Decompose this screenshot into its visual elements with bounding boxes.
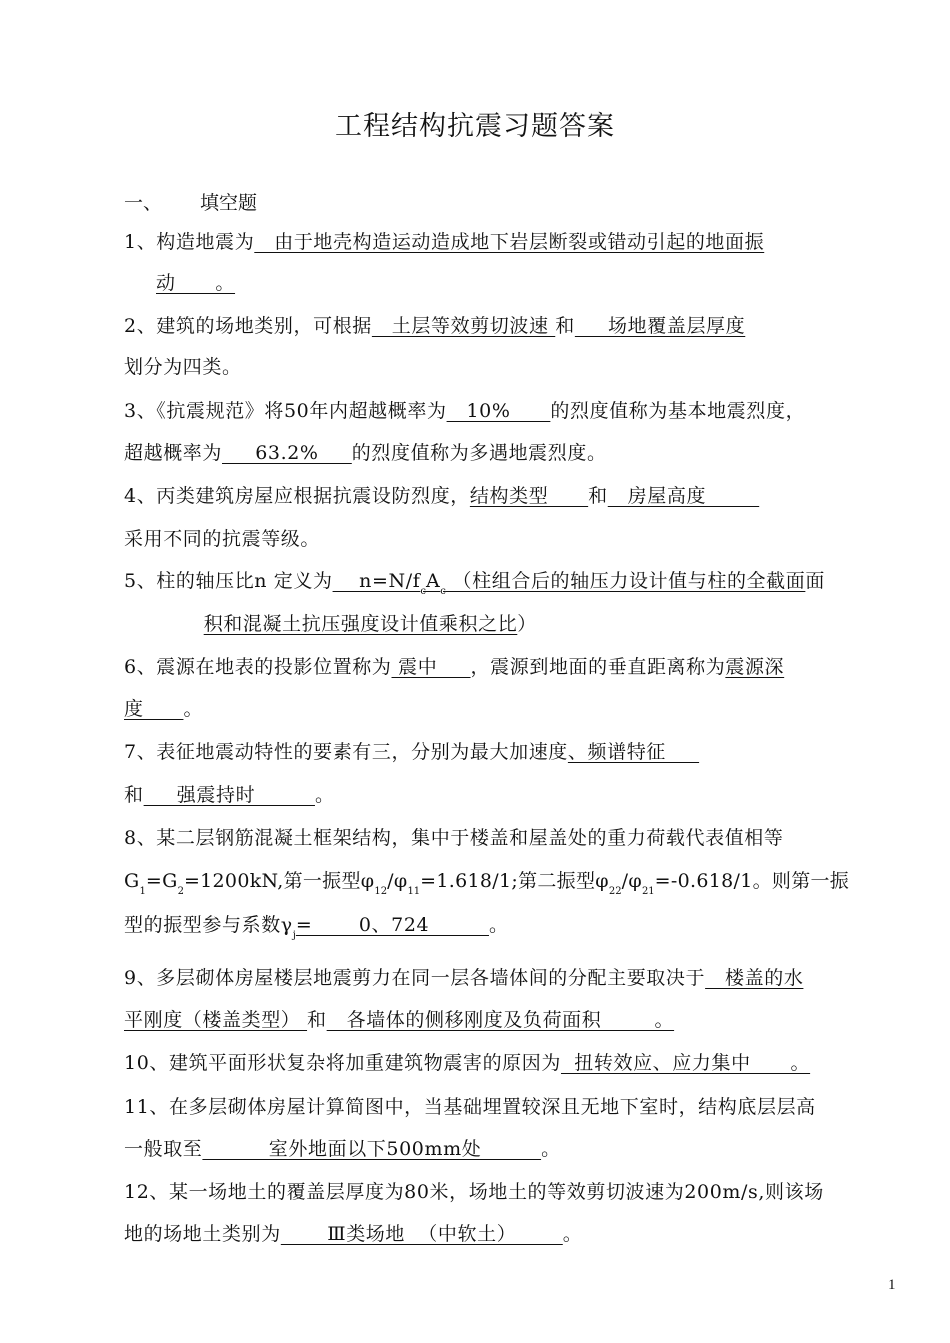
question-3-line-2 <box>124 438 904 465</box>
question-2-line-2 <box>124 352 904 379</box>
answer-blank: 土层等效剪切波速 <box>371 315 556 337</box>
question-text: 2、建筑的场地类别，可根据 <box>124 315 372 337</box>
question-5-line-1 <box>124 566 904 597</box>
answer-blank: 震中 <box>391 656 471 678</box>
question-1-line-2 <box>156 268 936 295</box>
answer-blank: 由于地壳构造运动造成地下岩层断裂或错动引起的地面振 <box>254 231 765 253</box>
question-text: 划分为四类。 <box>124 356 242 378</box>
question-text: 的烈度值称为多遇地震烈度。 <box>351 442 607 464</box>
answer-blank: 63.2% <box>222 442 352 464</box>
question-8-line-2: $G_1=G_2=1200kN$,第一振型$\varphi_{12}/\varphi_{11}=1.618/1$;第二振型$\varphi_{22}/\varphi_{21}=-0.618/1$。则第一振 <box>124 870 850 897</box>
answer-blank: Ⅲ类场地 （中软土） <box>280 1223 563 1245</box>
question-4-line-2 <box>124 524 904 551</box>
question-text: 4、丙类建筑房屋应根据抗震设防烈度， <box>124 485 470 507</box>
question-7-line-1 <box>124 737 904 764</box>
question-text: 9、多层砌体房屋楼层地震剪力在同一层各墙体间的分配主要取决于 <box>124 967 706 989</box>
question-11-line-1 <box>124 1092 904 1119</box>
answer-blank: 10% <box>446 400 551 422</box>
question-text: 。 <box>562 1223 583 1245</box>
section-heading <box>124 188 257 215</box>
question-4-line-1 <box>124 481 904 508</box>
question-text: 的烈度值称为基本地震烈度， <box>550 400 806 422</box>
question-9-line-2 <box>124 1005 904 1032</box>
answer-blank: 室外地面以下500mm处 <box>202 1138 542 1160</box>
question-text: 超越概率为 <box>124 442 223 464</box>
question-11-line-2 <box>124 1134 904 1161</box>
question-text: 和 <box>307 1009 327 1031</box>
question-12-line-2 <box>124 1219 904 1246</box>
question-6-line-2 <box>124 694 904 721</box>
question-text: 3、《抗震规范》将50年内超越概率为 <box>124 400 447 422</box>
question-3-line-1 <box>124 396 904 423</box>
answer-blank: 动 。 <box>156 272 236 294</box>
question-text: 11、在多层砌体房屋计算简图中，当基础埋置较深且无地下室时，结构底层层高 <box>124 1096 816 1118</box>
answer-blank: 震源深 <box>725 656 785 678</box>
question-text: ，震源到地面的垂直距离称为 <box>470 656 726 678</box>
answer-blank: 平刚度（楼盖类型） <box>124 1009 308 1031</box>
answer-blank: 积和混凝土抗压强度设计值乘积之比 <box>203 613 518 635</box>
question-text: 和 <box>124 784 144 806</box>
question-text: 和 <box>555 315 575 337</box>
answer-blank: = 0、724 <box>295 914 489 936</box>
question-text: 面 <box>805 570 825 592</box>
answer-blank: $n=N/f_cA_c$ （柱组合后的轴压力设计值与柱的全截面 <box>332 570 806 597</box>
question-text: 5、柱的轴压比n 定义为 <box>124 570 333 592</box>
answer-blank: 强震持时 <box>143 784 315 806</box>
question-text: 8、某二层钢筋混凝土框架结构，集中于楼盖和屋盖处的重力荷载代表值相等 <box>124 827 784 849</box>
question-text: 。 <box>314 784 335 806</box>
answer-blank: 扭转效应、应力集中 。 <box>560 1052 811 1074</box>
answer-blank: 结构类型 <box>469 485 589 507</box>
question-6-line-1 <box>124 652 904 679</box>
question-text: 。 <box>183 698 204 720</box>
answer-blank: 各墙体的侧移刚度及负荷面积 。 <box>326 1009 675 1031</box>
question-text: 7、表征地震动特性的要素有三，分别为最大加速度 <box>124 741 568 763</box>
question-text: ） <box>517 613 537 635</box>
question-text: 地的场地土类别为 <box>124 1223 281 1245</box>
question-8-line-1 <box>124 823 904 850</box>
section-number: 一、 <box>124 192 163 214</box>
question-text: 和 <box>588 485 608 507</box>
question-1-line-1 <box>124 227 904 254</box>
question-text: 采用不同的抗震等级。 <box>124 528 321 550</box>
question-text: 。 <box>488 914 509 936</box>
question-10-line-1 <box>124 1048 904 1075</box>
page-title: 工程结构抗震习题答案 <box>335 111 615 142</box>
section-name: 填空题 <box>200 192 258 214</box>
question-text: 6、震源在地表的投影位置称为 <box>124 656 392 678</box>
question-2-line-1 <box>124 311 904 338</box>
page-number: 1 <box>888 1277 896 1293</box>
question-8-line-3: 型的振型参与系数$\gamma_j=$ 0、724 。 <box>124 914 509 941</box>
answer-blank: 场地覆盖层厚度 <box>574 315 746 337</box>
answer-blank: 度 <box>124 698 184 720</box>
question-text: 一般取至 <box>124 1138 203 1160</box>
answer-blank: 房屋高度 <box>607 485 760 507</box>
question-9-line-1 <box>124 963 904 990</box>
answer-blank: 楼盖的水 <box>705 967 804 989</box>
question-7-line-2 <box>124 780 904 807</box>
answer-blank: 、频谱特征 <box>567 741 700 763</box>
question-12-line-1 <box>124 1177 904 1204</box>
question-text: 。 <box>541 1138 561 1160</box>
question-text: 12、某一场地土的覆盖层厚度为80米，场地土的等效剪切波速为200m/s,则该场 <box>124 1181 824 1203</box>
question-text: 型的振型参与系数γ <box>124 914 293 936</box>
question-text: 1、构造地震为 <box>124 231 255 253</box>
question-5-line-2 <box>124 609 904 636</box>
question-text: 10、建筑平面形状复杂将加重建筑物震害的原因为 <box>124 1052 561 1074</box>
